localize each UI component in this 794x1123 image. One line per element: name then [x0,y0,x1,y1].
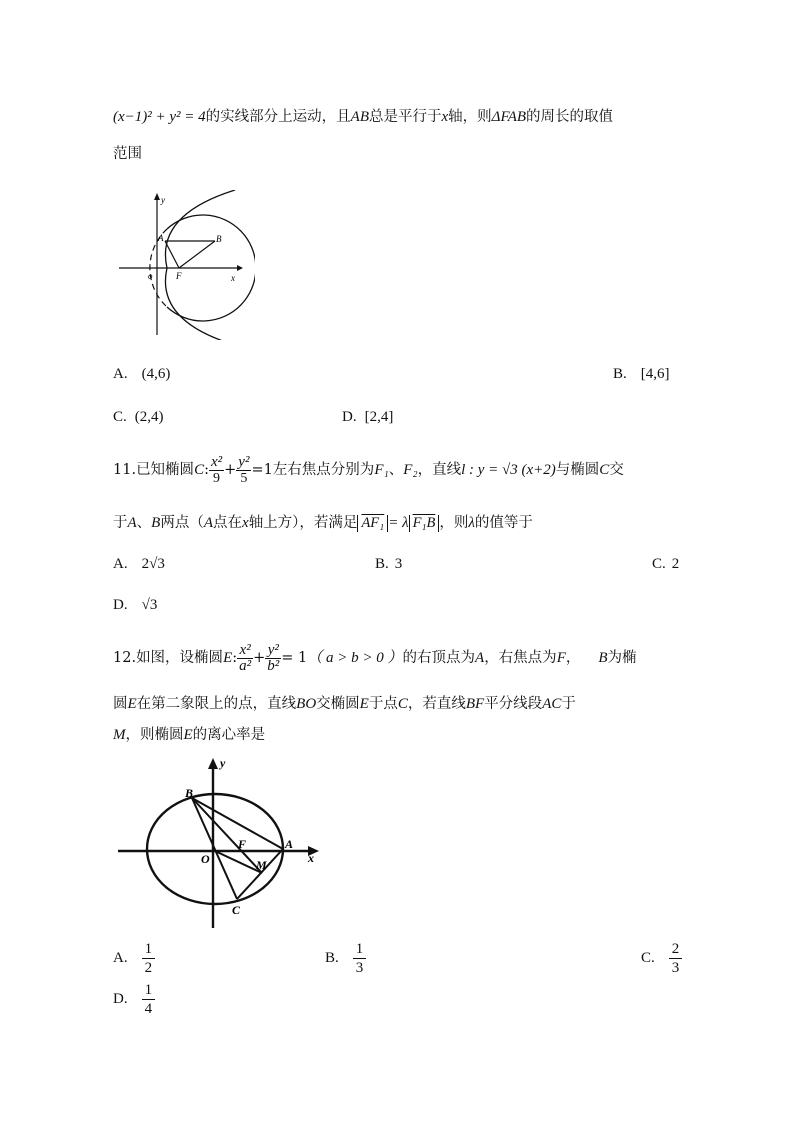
q10-segment-fb [179,241,215,268]
q12-figure [115,755,325,930]
q11-frac-x: $\frac{\text{x²}}{9}$ [210,453,223,486]
q10-label-o: o [148,271,153,281]
q11-option-b[interactable]: B. 3 [375,556,403,572]
q12-label-x: x [308,851,314,865]
q12-stem-line3: M，则椭圆E的离心率是 [113,727,266,743]
q11-option-d[interactable]: D. √3 [113,597,158,613]
q12-label-a: A [285,837,294,851]
circle-equation: (x−1)² + y² = 4 [113,109,206,125]
q11-stem-line1: 11.已知椭圆C: $\frac{\text{x²}}{9}$ + $\frac{\text{y²}}{5}$ =1左右焦点分别为F₁、F₂，直线l : y = √3 (x+2)与椭圆C交 [113,453,624,486]
q12-option-c[interactable]: C. $\frac{2}{3}$ [641,940,682,977]
q11-frac-y: $\frac{\text{y²}}{5}$ [238,453,250,486]
q11-stem-line2: 于A、B两点（A点在x轴上方），若满足 AF₁ = λ F₁B ，则λ的值等于 [113,515,533,531]
q10-parabola [165,190,235,340]
q12-frac-x: $\frac{\text{x²}}{\text{a²}}$ [239,641,252,674]
q12-label-b: B [185,786,194,800]
q10-y-arrow-icon [154,193,160,200]
q10-segment-fa [165,241,179,268]
q11-vector-af1: AF₁ [357,515,388,532]
q11-vector-f1b: F₁B [409,515,440,532]
q12-label-y: y [220,756,226,770]
q10-option-c[interactable]: C. (2,4) [113,409,164,425]
q10-option-b[interactable]: B. [4,6] [613,366,670,382]
q12-y-arrow-icon [208,758,218,769]
q10-label-a: A [158,233,164,243]
q12-option-b[interactable]: B. $\frac{1}{3}$ [325,940,366,977]
q12-stem-line2: 圆E在第二象限上的点，直线BO交椭圆E于点C，若直线BF平分线段AC于 [113,696,576,712]
q10-label-b: B [216,234,222,244]
q12-option-d[interactable]: D. $\frac{1}{4}$ [113,981,155,1018]
q10-label-y: y [161,195,165,205]
q11-option-c[interactable]: C. 2 [652,556,680,572]
q12-label-f: F [238,837,247,851]
q10-label-f: F [176,271,182,281]
q10-option-a[interactable]: A. (4,6) [113,366,171,382]
q10-option-d[interactable]: D. [2,4] [342,409,394,425]
q10-x-arrow-icon [237,265,243,271]
q12-label-c: C [232,903,241,917]
q12-label-m: M [256,858,267,872]
q12-option-a[interactable]: A. $\frac{1}{2}$ [113,940,155,977]
q12-stem-line1: 12.如图，设椭圆E: $\frac{\text{x²}}{\text{a²}}$ + $\frac{\text{y²}}{\text{b²}}$ = 1（ a > b > 0 ）的右顶点为A，右焦点为F， B为椭 [113,641,637,674]
q10-figure [115,190,255,340]
q11-line-equation: l : y = √3 (x+2) [461,462,556,478]
q10-stem-line2: 范围 [113,146,142,162]
q12-segment-bc [192,798,237,899]
q12-frac-y: $\frac{\text{y²}}{\text{b²}}$ [267,641,280,674]
q12-label-o: O [201,852,210,866]
q12-segment-om [215,851,262,873]
q10-label-x: x [231,273,235,283]
q11-option-a[interactable]: A. 2√3 [113,556,165,572]
q10-stem-line1: (x−1)² + y² = 4的实线部分上运动，且AB总是平行于x轴，则ΔFAB的周长的取值 [113,109,614,125]
